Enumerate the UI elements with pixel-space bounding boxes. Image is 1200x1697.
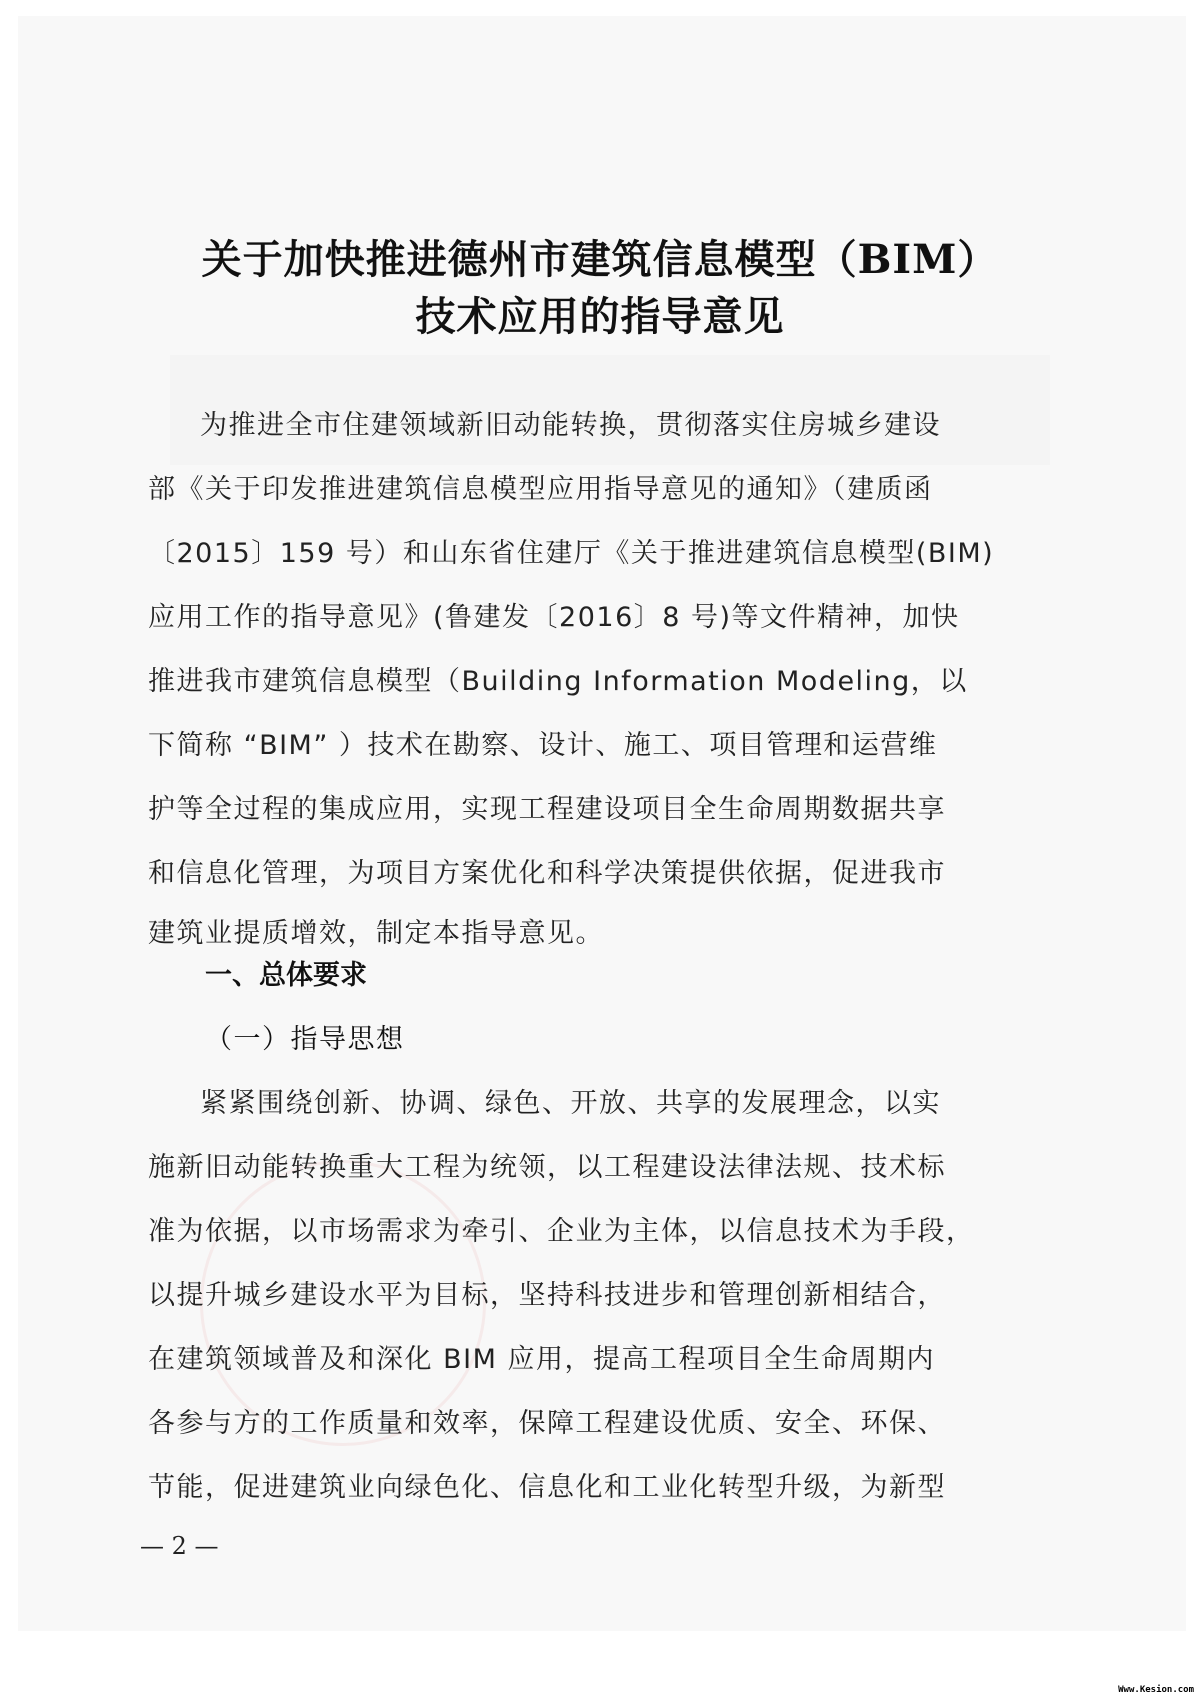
body-line: 紧紧围绕创新、协调、绿色、开放、共享的发展理念，以实: [200, 1088, 941, 1119]
intro-line: 〔2015〕159 号）和山东省住建厅《关于推进建筑信息模型(BIM): [148, 538, 995, 569]
section-heading: 一、总体要求: [205, 960, 367, 991]
body-line: 以提升城乡建设水平为目标，坚持科技进步和管理创新相结合，: [148, 1280, 946, 1311]
page-number: — 2 —: [140, 1532, 219, 1560]
intro-line: 应用工作的指导意见》(鲁建发〔2016〕8 号)等文件精神，加快: [148, 602, 960, 633]
intro-line: 和信息化管理，为项目方案优化和科学决策提供依据，促进我市: [148, 858, 946, 889]
intro-line: 为推进全市住建领域新旧动能转换，贯彻落实住房城乡建设: [200, 410, 941, 441]
body-line: 施新旧动能转换重大工程为统领，以工程建设法律法规、技术标: [148, 1152, 946, 1183]
body-line: 节能，促进建筑业向绿色化、信息化和工业化转型升级，为新型: [148, 1472, 946, 1503]
document-title-line-2: 技术应用的指导意见: [415, 293, 785, 340]
body-line: 在建筑领域普及和深化 BIM 应用，提高工程项目全生命周期内: [148, 1344, 935, 1375]
body-line: 各参与方的工作质量和效率，保障工程建设优质、安全、环保、: [148, 1408, 946, 1439]
intro-line: 建筑业提质增效，制定本指导意见。: [148, 918, 604, 949]
watermark-text: Www.Kesion.com: [1118, 1685, 1194, 1695]
intro-line: 下简称 “BIM” ）技术在勘察、设计、施工、项目管理和运营维: [148, 730, 938, 761]
intro-line: 部《关于印发推进建筑信息模型应用指导意见的通知》（建质函: [148, 474, 933, 505]
document-title-line-1: 关于加快推进德州市建筑信息模型（BIM）: [201, 236, 999, 283]
intro-line: 推进我市建筑信息模型（Building Information Modeling，以: [148, 666, 968, 697]
body-line: 准为依据，以市场需求为牵引、企业为主体，以信息技术为手段，: [148, 1216, 975, 1247]
intro-line: 护等全过程的集成应用，实现工程建设项目全生命周期数据共享: [148, 794, 946, 825]
subsection-heading: （一）指导思想: [205, 1024, 405, 1055]
